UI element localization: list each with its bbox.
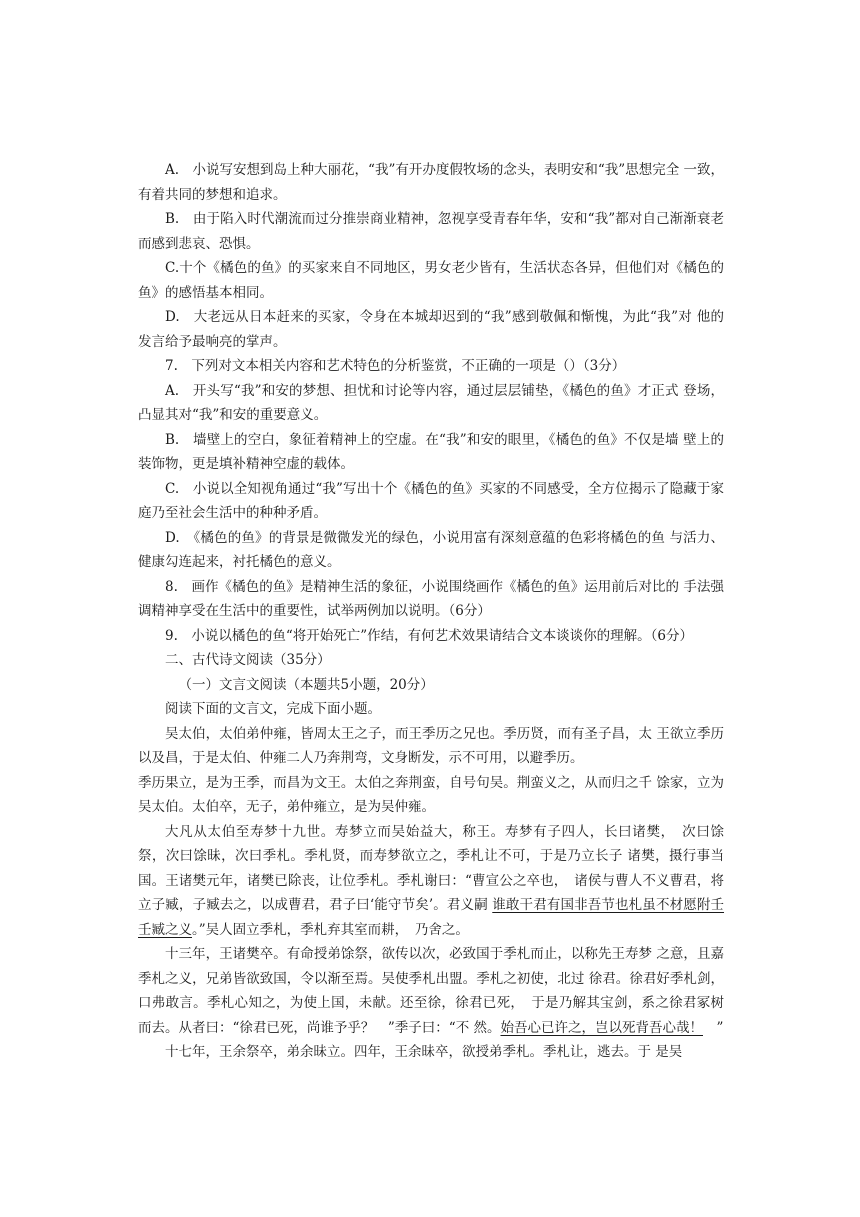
passage-text: 大凡从太伯至寿梦十九世。寿梦立而吴始益大，称王。寿梦有子四人，长曰诸樊， 次曰馀祭，次曰馀昧，次曰季札。季札贤，而寿梦欲立之，季札让不可，于是乃立长子 诸樊，摄行事当国。王诸樊元年，诸樊已除丧，让位季札。季札谢曰：“曹宣公之卒也， 诸侯与曹人不义曹君，将立子臧，子臧去之，以成曹君，君子曰‘能守节矣’。君义嗣 <box>138 823 724 913</box>
passage-text: 。”吴人固立季札，季札弃其室而耕， 乃舍之。 <box>192 921 469 938</box>
passage-text: ” <box>703 1019 724 1036</box>
q7-stem: 7. 下列对文本相关内容和艺术特色的分析鉴赏，不正确的一项是（）（3分） <box>165 358 626 374</box>
section-heading: 二、古代诗文阅读（35分） <box>165 652 331 668</box>
passage-paragraph-4 <box>138 942 724 1040</box>
passage-paragraph-3 <box>138 820 724 943</box>
q7-option-c: C. 小说以全知视角通过“我”写出十个《橘色的鱼》买家的不同感受，全方位揭示了隐藏于家庭乃至社会生活中的种种矛盾。 <box>138 480 724 521</box>
underlined-sentence: 始吾心已许之，岂以死背吾心哉！ <box>500 1019 703 1036</box>
q7-option-b: B. 墙壁上的空白，象征着精神上的空虚。在“我”和安的眼里，《橘色的鱼》不仅是墙 壁上的装饰物，更是填补精神空虚的载体。 <box>138 431 724 472</box>
subsection-heading: （一）文言文阅读（本题共5小题，20分） <box>178 676 434 693</box>
q6-option-c: C.十个《橘色的鱼》的买家来自不同地区，男女老少皆有，生活状态各异，但他们对《橘色的鱼》的感悟基本相同。 <box>138 260 724 301</box>
q7-option-a: A. 开头写“我”和安的梦想、担忧和讨论等内容，通过层层铺垫，《橘色的鱼》才正式 登场，凸显其对“我”和安的重要意义。 <box>138 382 724 423</box>
passage-paragraph-1: 吴太伯，太伯弟仲雍，皆周太王之子，而王季历之兄也。季历贤，而有圣子昌，太 王欲立季历以及昌，于是太伯、仲雍二人乃奔荆弯，文身断发，示不可用，以避季历。 <box>138 725 724 766</box>
underlined-sentence: 谁敢干君有国非吾节也札虽不材愿附壬壬臧之义 <box>138 897 725 938</box>
reading-instruction: 阅读下面的文言文，完成下面小题。 <box>165 701 381 717</box>
q6-option-d: D. 大老远从日本赶来的买家，令身在本城却迟到的“我”感到敬佩和惭愧，为此“我”对 他的发言给予最响亮的掌声。 <box>138 309 724 350</box>
q6-option-a: A. 小说写安想到岛上种大丽花，“我”有开办度假牧场的念头，表明安和“我”思想完全 一致，有着共同的梦想和追求。 <box>138 162 724 203</box>
passage-text: 十三年，王诸樊卒。有命授弟馀祭，欲传以次，必致国于季札而止，以称先王寿梦 之意，且嘉季札之义，兄弟皆欲致国，令以渐至焉。吴使季札出盟。季札之初使，北过 徐君。徐君好季札剑，口弗敢言。季札心知之，为使上国，未献。还至徐，徐君已死， 于是乃解其宝剑，系之徐君冢树而去。从者曰：“徐君已死，尚谁予乎？ ”季子曰：“不 然。 <box>138 946 724 1036</box>
exam-page <box>138 158 724 1065</box>
q9-question: 9. 小说以橘色的鱼“将开始死亡”作结，有何艺术效果请结合文本谈谈你的理解。（6分） <box>165 627 694 644</box>
passage-paragraph-2: 季历果立，是为王季，而昌为文王。太伯之奔荆蛮，自号句吴。荆蛮义之，从而归之千 馀家，立为吴太伯。太伯卒，无子，弟仲雍立，是为吴仲雍。 <box>138 774 724 815</box>
q8-question: 8. 画作《橘色的鱼》是精神生活的象征，小说围绕画作《橘色的鱼》运用前后对比的 手法强调精神享受在生活中的重要性，试举两例加以说明。（6分） <box>138 578 724 619</box>
q7-option-d: D. 《橘色的鱼》的背景是微微发光的绿色，小说用富有深刻意蕴的色彩将橘色的鱼 与活力、健康勾连起来，衬托橘色的意义。 <box>138 529 724 570</box>
passage-paragraph-5: 十七年，王余祭卒，弟余昧立。四年，王余昧卒，欲授弟季札。季札让，逃去。于 是吴 <box>165 1044 683 1060</box>
q6-option-b: B. 由于陷入时代潮流而过分推崇商业精神，忽视享受青春年华，安和“我”都对自己渐渐衰老而感到悲哀、恐惧。 <box>138 211 724 252</box>
